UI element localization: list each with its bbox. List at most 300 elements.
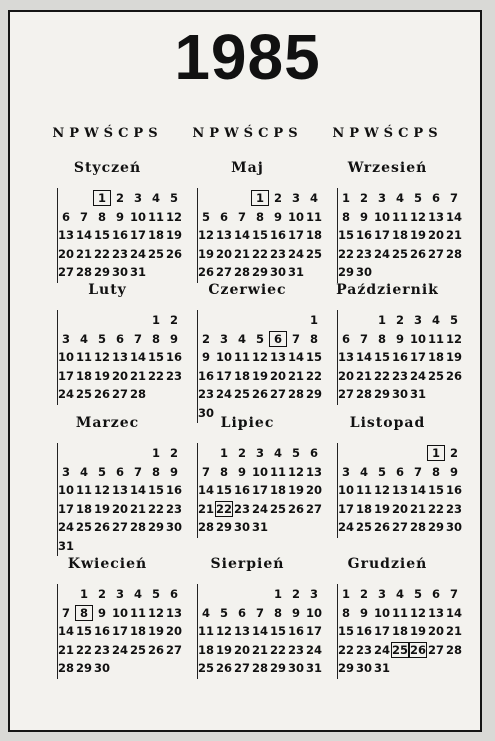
day-number: 10 (373, 605, 390, 620)
day-number: 28 (445, 642, 462, 657)
day-number: 1 (151, 313, 160, 327)
day-number: 20 (215, 246, 232, 261)
day-number: 25 (233, 387, 250, 401)
day-number: 6 (61, 209, 70, 224)
day-number: 28 (445, 246, 462, 261)
day-number: 4 (79, 331, 88, 346)
day-number: 7 (133, 331, 142, 346)
day-number: 10 (251, 464, 268, 479)
week-row (320, 209, 462, 227)
day-number: 14 (287, 350, 304, 364)
week-row (320, 445, 458, 463)
day-number: 7 (133, 464, 142, 479)
day-number: 15 (269, 624, 286, 638)
month-block (320, 415, 462, 540)
day-number: 10 (215, 350, 232, 364)
day-number: 19 (373, 501, 390, 516)
day-number: 29 (373, 387, 390, 401)
day-number: 7 (79, 209, 88, 224)
day-number: 13 (233, 624, 250, 638)
day-number: 16 (93, 624, 110, 638)
week-row (40, 501, 182, 519)
day-number: 25 (355, 520, 372, 534)
day-number: 27 (427, 246, 444, 261)
day-number: 27 (165, 642, 182, 657)
week-row (180, 501, 322, 519)
day-number: 24 (287, 246, 304, 261)
week-row (40, 368, 182, 386)
day-number: 22 (373, 368, 390, 383)
day-number: 4 (151, 191, 160, 205)
month-name: Czerwiec (208, 282, 287, 298)
day-number: 3 (133, 191, 142, 205)
day-number: 21 (233, 246, 250, 261)
day-number: 27 (57, 265, 74, 279)
week-row (40, 464, 178, 482)
day-number: 30 (287, 661, 304, 675)
day-number: 15 (75, 624, 92, 638)
day-number: 4 (133, 587, 142, 601)
day-number: 9 (291, 605, 300, 620)
day-number: 27 (111, 387, 128, 401)
day-number: 21 (129, 501, 146, 516)
day-number: 14 (445, 605, 462, 620)
day-number: 4 (309, 191, 318, 205)
day-number: 25 (391, 642, 408, 657)
day-number: 4 (395, 191, 404, 205)
day-number: 5 (169, 191, 178, 205)
day-number: 20 (305, 483, 322, 497)
day-number: 27 (337, 387, 354, 401)
day-number: 13 (111, 483, 128, 497)
day-number: 14 (75, 228, 92, 242)
week-row (40, 190, 178, 208)
day-number: 5 (97, 464, 106, 479)
day-number: 6 (269, 331, 287, 347)
day-number: 10 (287, 209, 304, 224)
week-row (40, 538, 175, 556)
week-row (180, 623, 322, 641)
day-number: 17 (111, 624, 128, 638)
day-number: 21 (445, 624, 462, 638)
day-number: 21 (129, 368, 146, 383)
day-number: 1 (341, 191, 350, 205)
day-number: 23 (233, 501, 250, 516)
day-number: 19 (287, 483, 304, 497)
day-number: 20 (111, 368, 128, 383)
day-number: 16 (233, 483, 250, 497)
day-number: 12 (409, 605, 426, 620)
day-number: 24 (57, 387, 74, 401)
day-number: 10 (305, 605, 322, 620)
day-number: 5 (413, 191, 422, 205)
day-number: 12 (165, 209, 182, 224)
day-number: 17 (373, 624, 390, 638)
week-row (40, 227, 182, 245)
day-number: 8 (309, 331, 318, 346)
week-row (320, 386, 455, 404)
week-row (40, 312, 178, 330)
month-name: Grudzień (347, 556, 428, 572)
day-number: 9 (359, 209, 368, 224)
day-number: 3 (377, 191, 386, 205)
day-number: 2 (237, 446, 246, 460)
day-number: 13 (215, 228, 232, 242)
day-number: 16 (355, 228, 372, 242)
week-row (320, 312, 458, 330)
day-number: 17 (373, 228, 390, 242)
day-number: 25 (305, 246, 322, 261)
day-number: 5 (413, 587, 422, 601)
week-row (180, 264, 315, 282)
day-number: 30 (391, 387, 408, 401)
day-number: 6 (219, 209, 228, 224)
day-number: 22 (93, 246, 110, 261)
day-number: 12 (445, 331, 462, 346)
day-number: 21 (287, 368, 304, 383)
day-number: 21 (445, 228, 462, 242)
day-number: 5 (151, 587, 160, 601)
day-number: 18 (269, 483, 286, 497)
day-number: 11 (75, 350, 92, 364)
day-number: 24 (373, 246, 390, 261)
day-number: 2 (449, 446, 458, 460)
day-number: 15 (215, 483, 232, 497)
day-number: 29 (337, 265, 354, 279)
day-number: 11 (233, 350, 250, 364)
day-number: 2 (169, 446, 178, 460)
week-row (180, 519, 315, 537)
week-row (40, 209, 182, 227)
week-row (320, 642, 462, 660)
week-row (320, 246, 462, 264)
week-row (180, 605, 322, 623)
month-block (40, 556, 182, 681)
day-number: 24 (215, 387, 232, 401)
day-number: 25 (75, 520, 92, 534)
day-number: 13 (165, 605, 182, 620)
day-number: 23 (111, 246, 128, 261)
day-number: 7 (201, 464, 210, 479)
week-row (180, 246, 322, 264)
day-number: 19 (445, 350, 462, 364)
day-number: 17 (305, 624, 322, 638)
day-number: 6 (169, 587, 178, 601)
week-row (180, 586, 318, 604)
day-number: 15 (427, 483, 444, 497)
day-number: 17 (409, 350, 426, 364)
day-number: 18 (75, 501, 92, 516)
day-number: 13 (111, 350, 128, 364)
day-number: 22 (427, 501, 444, 516)
day-number: 28 (75, 265, 92, 279)
day-number: 26 (93, 520, 110, 534)
day-number: 11 (75, 483, 92, 497)
day-number: 15 (147, 350, 164, 364)
day-number: 4 (359, 464, 368, 479)
day-number: 20 (391, 501, 408, 516)
week-row (40, 519, 182, 537)
week-row (320, 605, 462, 623)
day-number: 24 (129, 246, 146, 261)
month-block (320, 160, 462, 285)
day-number: 12 (93, 350, 110, 364)
day-number: 14 (409, 483, 426, 497)
month-name: Luty (88, 282, 127, 298)
day-number: 20 (427, 624, 444, 638)
month-block (180, 282, 322, 420)
day-number: 8 (255, 209, 264, 224)
day-number: 26 (373, 520, 390, 534)
day-number: 16 (111, 228, 128, 242)
day-number: 8 (431, 464, 440, 479)
day-number: 24 (337, 520, 354, 534)
day-number: 13 (337, 350, 354, 364)
day-number: 31 (129, 265, 146, 279)
day-number: 26 (251, 387, 268, 401)
day-number: 18 (75, 368, 92, 383)
day-number: 3 (219, 331, 228, 346)
day-number: 21 (57, 642, 74, 657)
day-number: 14 (197, 483, 214, 497)
day-number: 9 (201, 350, 210, 364)
day-number: 31 (287, 265, 304, 279)
day-number: 28 (57, 661, 74, 675)
day-number: 30 (445, 520, 462, 534)
day-number: 18 (197, 642, 214, 657)
day-number: 22 (147, 501, 164, 516)
week-row (320, 331, 462, 349)
week-row (40, 642, 182, 660)
day-number: 22 (269, 642, 286, 657)
day-number: 17 (337, 501, 354, 516)
day-number: 15 (337, 624, 354, 638)
day-number: 31 (251, 520, 268, 534)
day-number: 21 (409, 501, 426, 516)
day-number: 28 (129, 520, 146, 534)
day-number: 24 (305, 642, 322, 657)
day-number: 16 (269, 228, 286, 242)
day-number: 19 (409, 228, 426, 242)
day-number: 14 (129, 483, 146, 497)
day-number: 12 (93, 483, 110, 497)
week-row (320, 464, 458, 482)
day-number: 18 (355, 501, 372, 516)
day-number: 3 (341, 464, 350, 479)
week-row (40, 445, 178, 463)
day-number: 7 (291, 331, 300, 346)
day-number: 2 (201, 331, 210, 346)
day-number: 16 (287, 624, 304, 638)
week-row (40, 331, 178, 349)
month-name: Kwiecień (67, 556, 148, 572)
day-number: 14 (355, 350, 372, 364)
day-number: 19 (409, 624, 426, 638)
day-number: 10 (409, 331, 426, 346)
day-number: 7 (413, 464, 422, 479)
day-number: 3 (309, 587, 318, 601)
day-number: 26 (409, 246, 426, 261)
day-number: 18 (147, 228, 164, 242)
day-number: 28 (197, 520, 214, 534)
week-row (40, 586, 178, 604)
day-number: 25 (75, 387, 92, 401)
day-number: 2 (395, 313, 404, 327)
day-number: 3 (291, 191, 300, 205)
day-number: 9 (169, 464, 178, 479)
day-number: 1 (219, 446, 228, 460)
day-number: 18 (129, 624, 146, 638)
day-number: 10 (111, 605, 128, 620)
week-row (320, 190, 458, 208)
day-number: 24 (57, 520, 74, 534)
day-number: 23 (355, 642, 372, 657)
day-number: 29 (427, 520, 444, 534)
month-block (40, 160, 182, 285)
day-number: 2 (273, 191, 282, 205)
day-number: 6 (431, 587, 440, 601)
day-number: 10 (129, 209, 146, 224)
day-number: 28 (355, 387, 372, 401)
day-number: 26 (445, 368, 462, 383)
day-number: 4 (201, 605, 210, 620)
day-number: 9 (169, 331, 178, 346)
day-number: 22 (147, 368, 164, 383)
day-number: 30 (233, 520, 250, 534)
day-number: 30 (355, 661, 372, 675)
day-number: 29 (215, 520, 232, 534)
day-number: 2 (291, 587, 300, 601)
day-number: 13 (269, 350, 286, 364)
day-number: 7 (449, 587, 458, 601)
day-number: 15 (93, 228, 110, 242)
day-number: 29 (147, 520, 164, 534)
day-number: 19 (215, 642, 232, 657)
week-row (40, 246, 182, 264)
day-number: 7 (61, 605, 70, 620)
day-number: 6 (395, 464, 404, 479)
day-number: 21 (251, 642, 268, 657)
day-number: 5 (449, 313, 458, 327)
day-number: 13 (427, 209, 444, 224)
weekday-header: NPWŚCPS (332, 126, 443, 141)
day-number: 23 (391, 368, 408, 383)
day-number: 18 (233, 368, 250, 383)
week-row (40, 623, 182, 641)
day-number: 28 (129, 387, 146, 401)
day-number: 20 (233, 642, 250, 657)
day-number: 20 (111, 501, 128, 516)
day-number: 4 (395, 587, 404, 601)
month-name: Październik (336, 282, 439, 298)
week-row (320, 368, 462, 386)
day-number: 13 (427, 605, 444, 620)
day-number: 8 (97, 209, 106, 224)
day-number: 21 (197, 501, 214, 516)
day-number: 9 (449, 464, 458, 479)
week-row (320, 349, 462, 367)
day-number: 24 (111, 642, 128, 657)
day-number: 11 (269, 464, 286, 479)
month-block (180, 160, 322, 285)
month-name: Sierpień (210, 556, 285, 572)
week-row (180, 209, 322, 227)
day-number: 2 (359, 587, 368, 601)
day-number: 7 (255, 605, 264, 620)
day-number: 1 (251, 190, 269, 206)
weekday-header: NPWŚCPS (192, 126, 303, 141)
week-row (320, 264, 455, 282)
week-row (320, 501, 462, 519)
day-number: 8 (341, 605, 350, 620)
week-row (180, 445, 318, 463)
day-number: 2 (359, 191, 368, 205)
day-number: 11 (391, 605, 408, 620)
day-number: 4 (237, 331, 246, 346)
day-number: 20 (269, 368, 286, 383)
day-number: 19 (165, 228, 182, 242)
day-number: 4 (273, 446, 282, 460)
day-number: 16 (165, 483, 182, 497)
day-number: 17 (287, 228, 304, 242)
day-number: 11 (427, 331, 444, 346)
week-row (320, 623, 462, 641)
day-number: 4 (79, 464, 88, 479)
month-name: Styczeń (73, 160, 142, 176)
day-number: 11 (147, 209, 164, 224)
day-number: 1 (79, 587, 88, 601)
day-number: 1 (93, 190, 111, 206)
day-number: 23 (445, 501, 462, 516)
day-number: 30 (269, 265, 286, 279)
day-number: 17 (57, 501, 74, 516)
day-number: 16 (165, 350, 182, 364)
week-row (40, 386, 175, 404)
day-number: 19 (147, 624, 164, 638)
day-number: 5 (219, 605, 228, 620)
day-number: 10 (337, 483, 354, 497)
day-number: 23 (165, 368, 182, 383)
day-number: 3 (255, 446, 264, 460)
day-number: 22 (337, 246, 354, 261)
day-number: 23 (165, 501, 182, 516)
day-number: 11 (197, 624, 214, 638)
day-number: 24 (251, 501, 268, 516)
day-number: 22 (251, 246, 268, 261)
day-number: 7 (237, 209, 246, 224)
day-number: 30 (197, 405, 214, 420)
day-number: 1 (427, 445, 445, 461)
day-number: 26 (215, 661, 232, 675)
day-number: 3 (61, 464, 70, 479)
month-name: Maj (231, 160, 264, 176)
day-number: 11 (305, 209, 322, 224)
day-number: 12 (215, 624, 232, 638)
day-number: 9 (237, 464, 246, 479)
day-number: 25 (147, 246, 164, 261)
week-row (320, 586, 458, 604)
day-number: 28 (287, 387, 304, 401)
day-number: 13 (391, 483, 408, 497)
week-row (320, 227, 462, 245)
day-number: 6 (115, 331, 124, 346)
day-number: 22 (215, 501, 232, 516)
day-number: 9 (359, 605, 368, 620)
day-number: 1 (151, 446, 160, 460)
week-row (180, 482, 322, 500)
week-row (180, 227, 322, 245)
day-number: 26 (197, 265, 214, 279)
